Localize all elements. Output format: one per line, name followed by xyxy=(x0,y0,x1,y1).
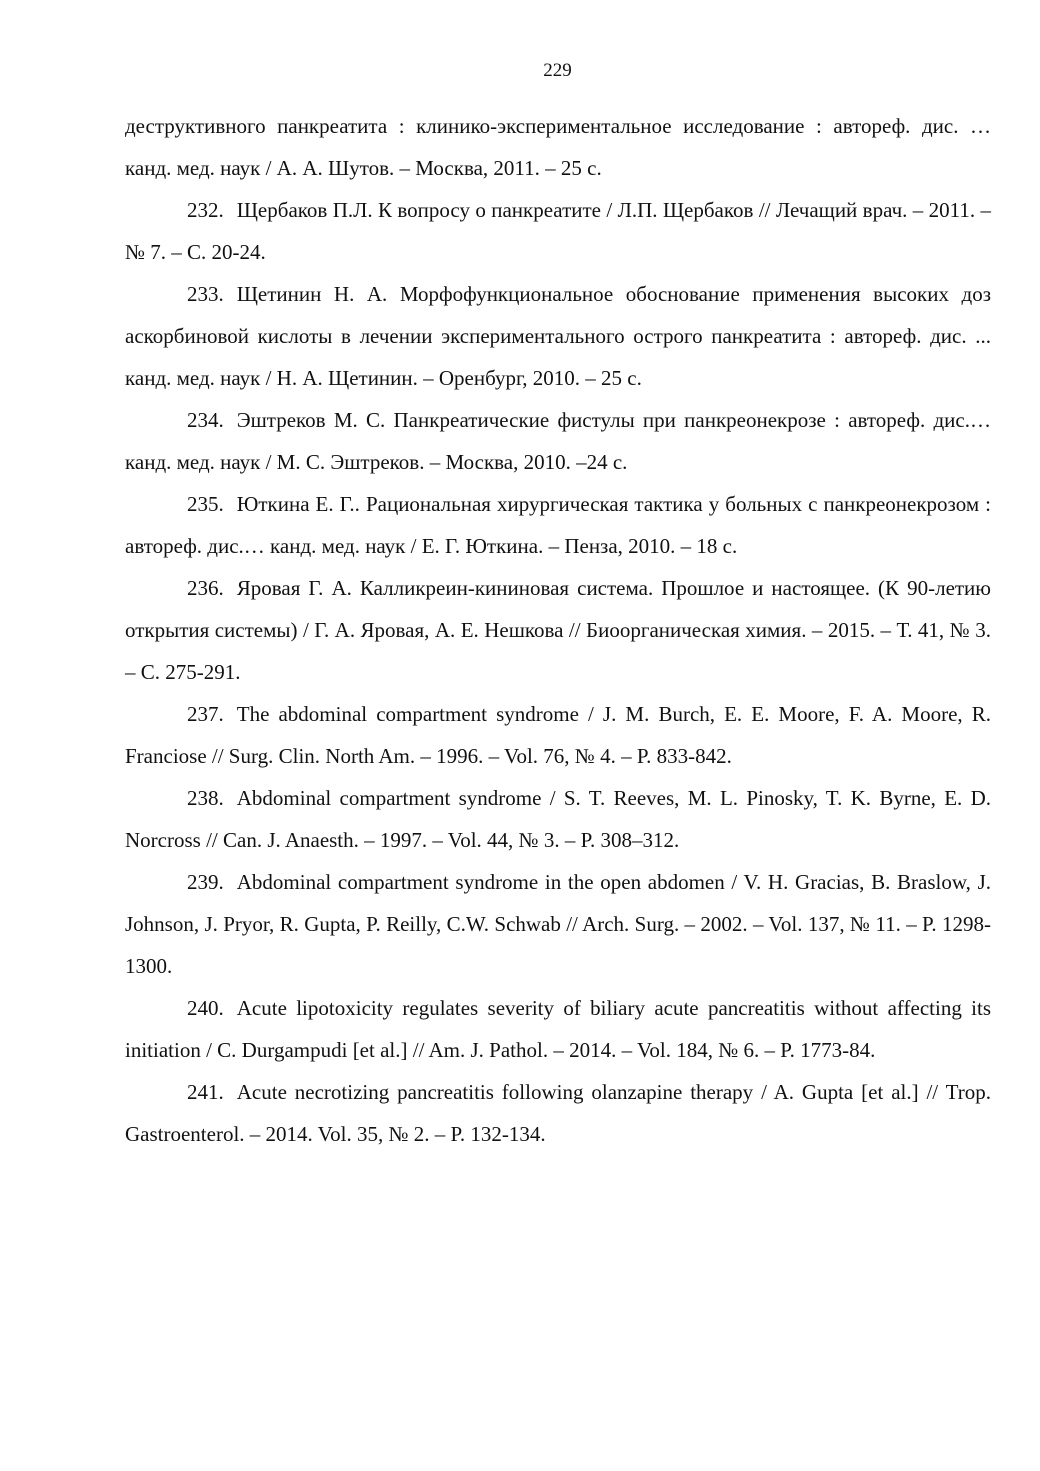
reference-item xyxy=(125,987,991,1071)
reference-number: 239. xyxy=(187,870,224,894)
reference-text: Abdominal compartment syndrome / S. T. Reeves, M. L. Pinosky, T. K. Byrne, E. D. Norcross // Can. J. Anaesth. – 1997. – Vol. 44, № 3. – P. 308–312. xyxy=(125,786,991,852)
reference-item xyxy=(125,1071,991,1155)
reference-text: Acute necrotizing pancreatitis following olanzapine therapy / A. Gupta [et al.] // Trop. Gastroenterol. – 2014. Vol. 35, № 2. – P. 132-134. xyxy=(125,1080,991,1146)
reference-text: Abdominal compartment syndrome in the open abdomen / V. H. Gracias, B. Braslow, J. Johnson, J. Pryor, R. Gupta, P. Reilly, C.W. Schwab // Arch. Surg. – 2002. – Vol. 137, № 11. – P. 1298-1300. xyxy=(125,870,991,978)
reference-number: 241. xyxy=(187,1080,224,1104)
reference-text: Эштреков М. С. Панкреатические фистулы при панкреонекрозе : автореф. дис.… канд. мед. наук / М. С. Эштреков. – Москва, 2010. –24 с. xyxy=(125,408,991,474)
reference-text: Acute lipotoxicity regulates severity of biliary acute pancreatitis without affecting its initiation / C. Durgampudi [et al.] // Am. J. Pathol. – 2014. – Vol. 184, № 6. – P. 1773-84. xyxy=(125,996,991,1062)
reference-text: Щетинин Н. А. Морфофункциональное обоснование применения высоких доз аскорбиновой кислоты в лечении экспериментального острого панкреатита : автореф. дис. ... канд. мед. наук / Н. А. Щетинин. – Оренбург, 2010. – 25 с. xyxy=(125,282,991,390)
reference-item xyxy=(125,567,991,693)
reference-item xyxy=(125,189,991,273)
reference-text: Щербаков П.Л. К вопросу о панкреатите / Л.П. Щербаков // Лечащий врач. – 2011. – № 7. – С. 20-24. xyxy=(125,198,991,264)
reference-item xyxy=(125,483,991,567)
reference-list xyxy=(125,105,991,1155)
reference-item xyxy=(125,861,991,987)
reference-number: 236. xyxy=(187,576,224,600)
reference-text: Юткина Е. Г.. Рациональная хирургическая тактика у больных с панкреонекрозом : автореф. дис.… канд. мед. наук / Е. Г. Юткина. – Пенза, 2010. – 18 с. xyxy=(125,492,991,558)
reference-item xyxy=(125,273,991,399)
reference-continuation: деструктивного панкреатита : клинико-экспериментальное исследование : автореф. дис. … канд. мед. наук / А. А. Шутов. – Москва, 2011. – 25 с. xyxy=(125,114,991,180)
page-number: 229 xyxy=(543,60,572,81)
reference-number: 235. xyxy=(187,492,224,516)
reference-text: The abdominal compartment syndrome / J. M. Burch, E. E. Moore, F. A. Moore, R. Franciose // Surg. Clin. North Am. – 1996. – Vol. 76, № 4. – P. 833-842. xyxy=(125,702,991,768)
reference-text: Яровая Г. А. Калликреин-кининовая система. Прошлое и настоящее. (К 90-летию открытия системы) / Г. А. Яровая, А. Е. Нешкова // Биоорганическая химия. – 2015. – Т. 41, № 3. – С. 275-291. xyxy=(125,576,991,684)
reference-number: 232. xyxy=(187,198,224,222)
reference-item xyxy=(125,777,991,861)
reference-number: 240. xyxy=(187,996,224,1020)
reference-number: 237. xyxy=(187,702,224,726)
reference-number: 234. xyxy=(187,408,224,432)
reference-item xyxy=(125,693,991,777)
reference-item xyxy=(125,399,991,483)
reference-number: 238. xyxy=(187,786,224,810)
reference-number: 233. xyxy=(187,282,224,306)
